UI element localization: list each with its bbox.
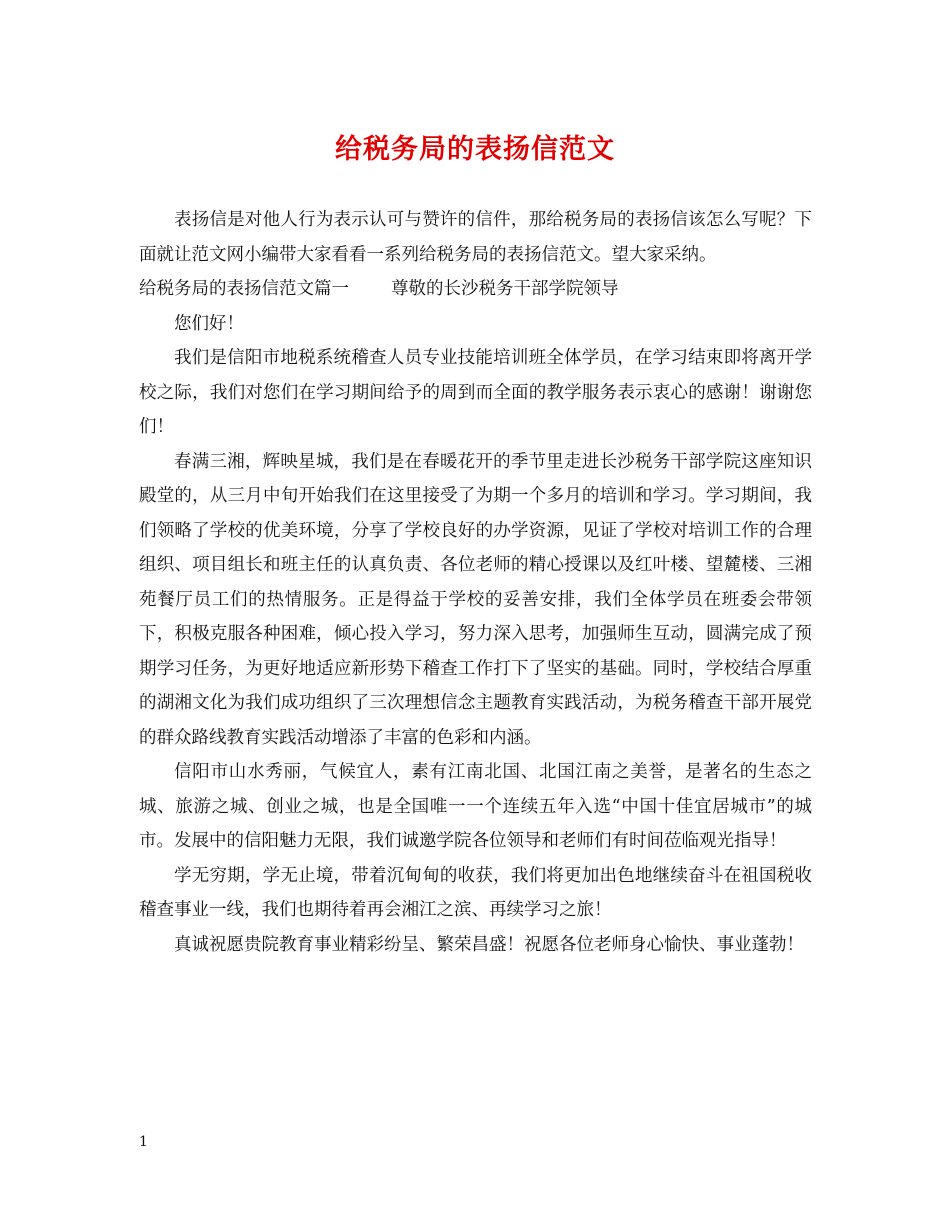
- salutation-to: 尊敬的长沙税务干部学院领导: [391, 279, 619, 299]
- body-paragraph-1: 我们是信阳市地税系统稽查人员专业技能培训班全体学员，在学习结束即将离开学校之际，我们对您们在学习期间给予的周到而全面的教学服务表示衷心的感谢！谢谢您们！: [139, 348, 812, 437]
- section-heading-line: [139, 272, 812, 307]
- body-paragraph-5: 真诚祝愿贵院教育事业精彩纷呈、繁荣昌盛！祝愿各位老师身心愉快、事业蓬勃！: [174, 934, 804, 955]
- body-paragraph-3: 信阳市山水秀丽，气候宜人，素有江南北国、北国江南之美誉，是著名的生态之城、旅游之城、创业之城，也是全国唯一一个连续五年入选“中国十佳宜居城市”的城市。发展中的信阳魅力无限，我们诚邀学院各位领导和老师们有时间莅临观光指导！: [139, 762, 812, 851]
- greeting: 您们好！: [174, 313, 244, 334]
- body-paragraph-2: 春满三湘，辉映星城，我们是在春暖花开的季节里走进长沙税务干部学院这座知识殿堂的，从三月中旬开始我们在这里接受了为期一个多月的培训和学习。学习期间，我们领略了学校的优美环境，分享了学校良好的办学资源，见证了学校对培训工作的合理组织、项目组长和班主任的认真负责、各位老师的精心授课以及红叶楼、望麓楼、三湘苑餐厅员工们的热情服务。正是得益于学校的妥善安排，我们全体学员在班委会带领下，积极克服各种困难，倾心投入学习，努力深入思考，加强师生互动，圆满完成了预期学习任务，为更好地适应新形势下稽查工作打下了坚实的基础。同时，学校结合厚重的湖湘文化为我们成功组织了三次理想信念主题教育实践活动，为税务稽查干部开展党的群众路线教育实践活动增添了丰富的色彩和内涵。: [139, 451, 812, 748]
- intro-paragraph: 表扬信是对他人行为表示认可与赞许的信件，那给税务局的表扬信该怎么写呢？下面就让范文网小编带大家看看一系列给税务局的表扬信范文。望大家采纳。: [139, 210, 812, 265]
- document-body: [139, 203, 812, 962]
- document-title: 给税务局的表扬信范文: [335, 134, 615, 165]
- page-number: 1: [139, 1134, 148, 1150]
- body-paragraph-4: 学无穷期，学无止境，带着沉甸甸的收获，我们将更加出色地继续奋斗在祖国税收稽查事业一线，我们也期待着再会湘江之滨、再续学习之旅！: [139, 865, 812, 920]
- section-heading: 给税务局的表扬信范文篇一: [139, 279, 349, 299]
